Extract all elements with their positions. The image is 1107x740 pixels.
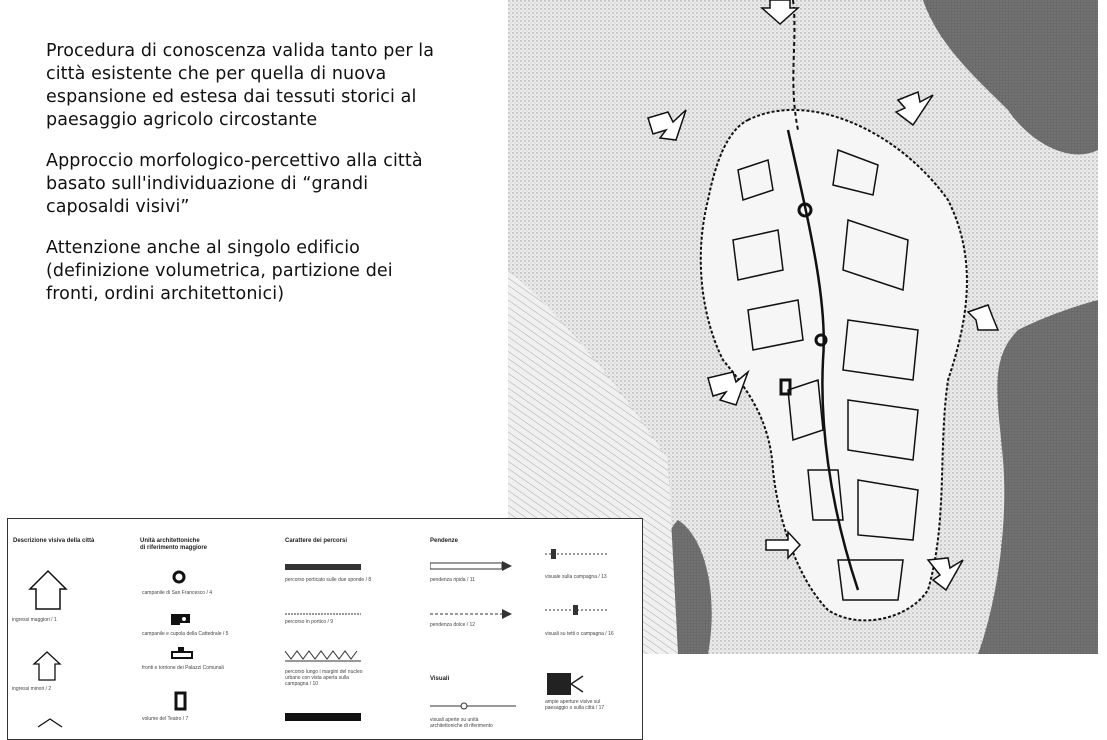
view-campagna-line	[545, 547, 613, 561]
porticato-line	[285, 562, 365, 572]
caption-pendenza-ripida: pendenza ripida / 11	[430, 577, 475, 583]
text-block	[46, 40, 486, 324]
steep-slope-line	[430, 561, 514, 571]
legend-header-pendenze: Pendenze	[430, 538, 459, 544]
paragraph-building: Attenzione anche al singolo edificio (definizione volumetrica, partizione dei fronti, ordini architettonici)	[46, 238, 393, 304]
caption-fronti-palazzi: fronti e torrione dei Palazzi Comunali	[142, 665, 224, 671]
bell-tower-icon	[168, 611, 194, 627]
legend-header-visuali: Visuali	[430, 676, 450, 682]
caption-visuali-aperte: visuali aperte su unità architettoniche di riferimento	[430, 717, 493, 729]
caption-campanile-cattedrale: campanile e cupola della Cattedrale / 5	[142, 631, 229, 637]
caption-ampie-aperture: ampie aperture visive sul paesaggio o sulla città / 17	[545, 699, 605, 711]
caption-visuale-campagna: visuale sulla campagna / 13	[545, 574, 607, 580]
gentle-slope-line	[430, 609, 514, 619]
circle-landmark-icon	[171, 569, 187, 585]
legend-header-unita: Unità architettoniche di riferimento maggiore	[140, 538, 208, 551]
legend-header-descrizione: Descrizione visiva della città	[13, 538, 95, 544]
arrow-icon	[36, 713, 64, 733]
view-tetti-line	[545, 603, 613, 617]
palace-icon	[170, 646, 196, 660]
legend-col-carattere	[281, 519, 426, 739]
theatre-icon	[174, 691, 188, 711]
caption-volume-teatro: volume del Teatro / 7	[142, 716, 189, 722]
open-view-line	[430, 699, 520, 713]
legend-col-visuali	[541, 519, 642, 739]
paragraph-procedure: Procedura di conoscenza valida tanto per la città esistente che per quella di nuova espansione ed estesa dai tessuti storici al paesaggio agricolo circostante	[46, 41, 435, 130]
legend-col-pendenze	[426, 519, 541, 739]
dark-path-line	[285, 711, 365, 723]
wide-view-icon	[547, 671, 587, 697]
small-house-icon	[32, 650, 62, 682]
house-icon	[28, 569, 68, 611]
caption-ingressi-maggiori: ingressi maggiori / 1	[12, 617, 57, 623]
caption-pendenza-dolce: pendenza dolce / 12	[430, 622, 476, 628]
paragraph-approach: Approccio morfologico-percettivo alla città basato sull'individuazione di “grandi caposaldi visivi”	[46, 151, 423, 217]
legend-col-descrizione	[8, 519, 136, 739]
margin-line	[285, 649, 365, 665]
caption-ingressi-minori: ingressi minori / 2	[12, 686, 52, 692]
map-legend	[7, 518, 643, 740]
caption-percorso-porticato: percorso porticato sulle due sponde / 8	[285, 577, 372, 583]
legend-header-carattere: Carattere dei percorsi	[285, 538, 348, 544]
caption-percorso-margini: percorso lungo i margini del nucleo urbano con vista aperta sulla campagna / 10	[285, 669, 363, 687]
caption-percorso-portico: percorso in portico / 9	[285, 619, 334, 625]
portico-line	[285, 609, 365, 619]
caption-visuali-tetti: visuali su tetti o campagna / 16	[545, 631, 614, 637]
legend-col-unita	[136, 519, 281, 739]
caption-campanile-san-francesco: campanile di San Francesco / 4	[142, 590, 213, 596]
